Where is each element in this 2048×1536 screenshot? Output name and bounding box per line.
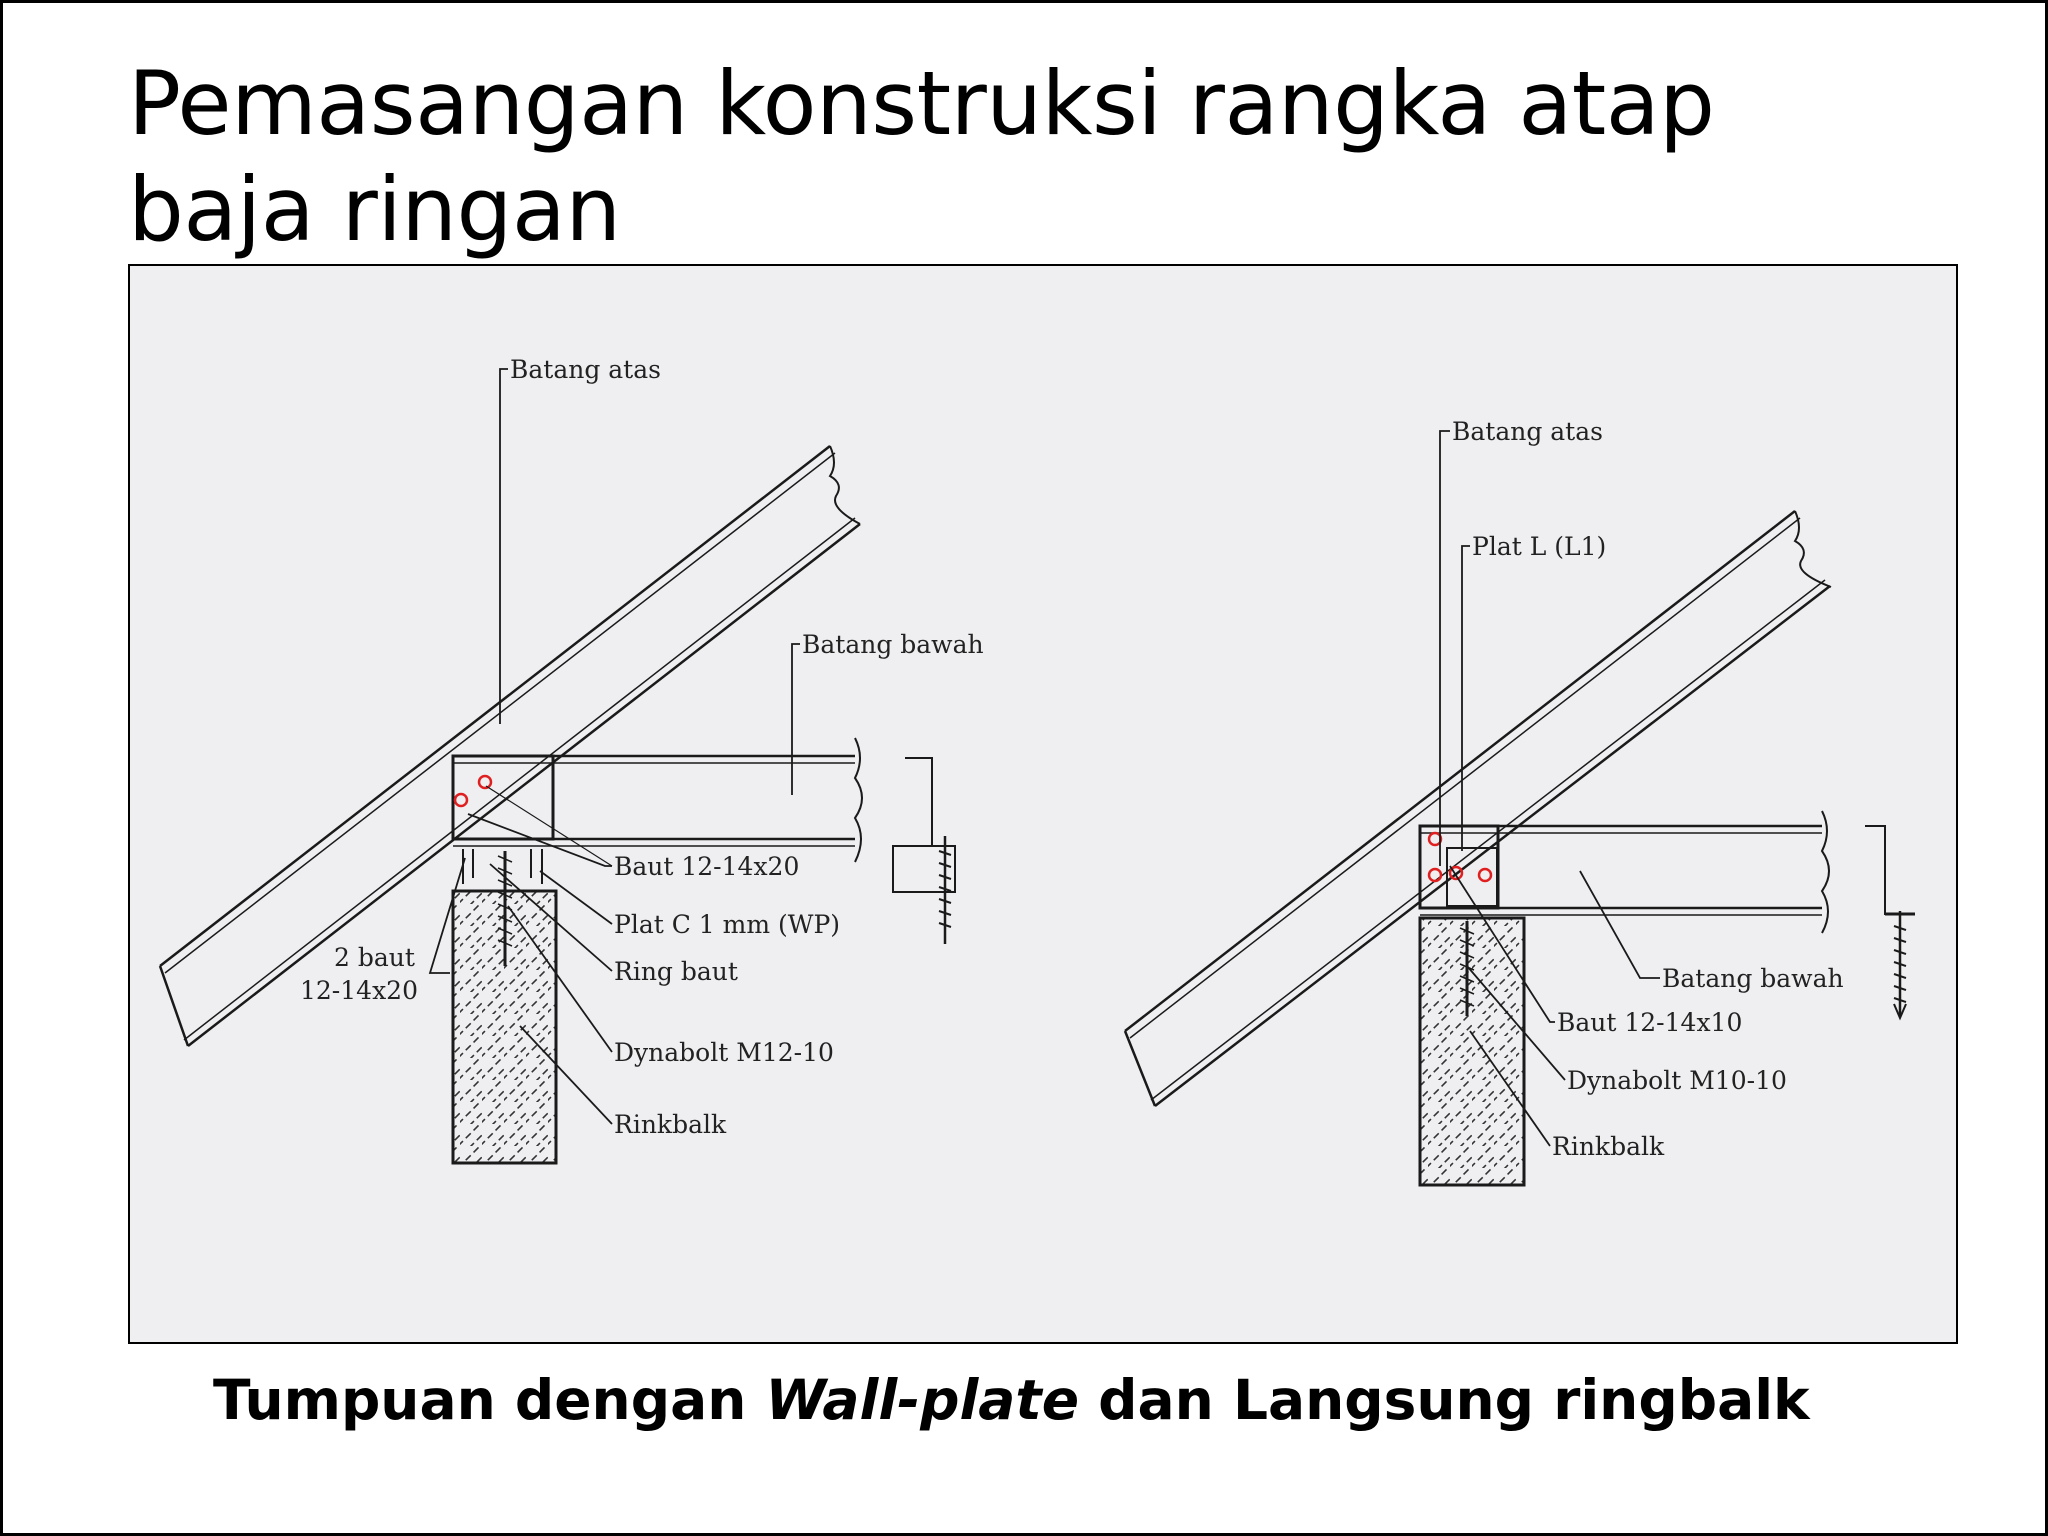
right-bolts: [1429, 833, 1491, 881]
label-left-ring-baut: Ring baut: [614, 957, 738, 986]
right-profile-sketch: [1865, 826, 1915, 1018]
figure-caption: [213, 1368, 1913, 1432]
label-right-baut: Baut 12-14x10: [1557, 1008, 1743, 1037]
label-left-2-baut-size: 12-14x20: [300, 976, 418, 1005]
label-left-batang-bawah: Batang bawah: [802, 630, 984, 659]
label-right-rinkbalk: Rinkbalk: [1552, 1132, 1665, 1161]
slide-title: [128, 51, 1948, 263]
label-right-plat-l: Plat L (L1): [1472, 532, 1607, 561]
label-right-dynabolt: Dynabolt M10-10: [1567, 1066, 1787, 1095]
label-left-baut: Baut 12-14x20: [614, 852, 800, 881]
caption-part-1: Tumpuan dengan: [213, 1368, 766, 1432]
caption-part-2: dan Langsung ringbalk: [1079, 1368, 1810, 1432]
left-plat-c-legs: [463, 849, 542, 884]
label-left-rinkbalk: Rinkbalk: [614, 1110, 727, 1139]
label-right-batang-atas: Batang atas: [1452, 417, 1603, 446]
construction-diagram: [128, 264, 1958, 1344]
label-left-dynabolt: Dynabolt M12-10: [614, 1038, 834, 1067]
diagram-svg: [130, 266, 1956, 1342]
label-left-plat-c: Plat C 1 mm (WP): [614, 910, 841, 939]
left-detail: [160, 369, 955, 1163]
title-line-2: baja ringan: [128, 158, 621, 261]
title-line-1: Pemasangan konstruksi rangka atap: [128, 52, 1715, 155]
label-left-2-baut: 2 baut: [334, 943, 415, 972]
left-bolts: [455, 776, 491, 806]
label-right-batang-bawah: Batang bawah: [1662, 964, 1844, 993]
left-profile-sketch: [893, 758, 955, 944]
label-left-batang-atas: Batang atas: [510, 355, 661, 384]
caption-italic: Wall-plate: [765, 1368, 1080, 1432]
